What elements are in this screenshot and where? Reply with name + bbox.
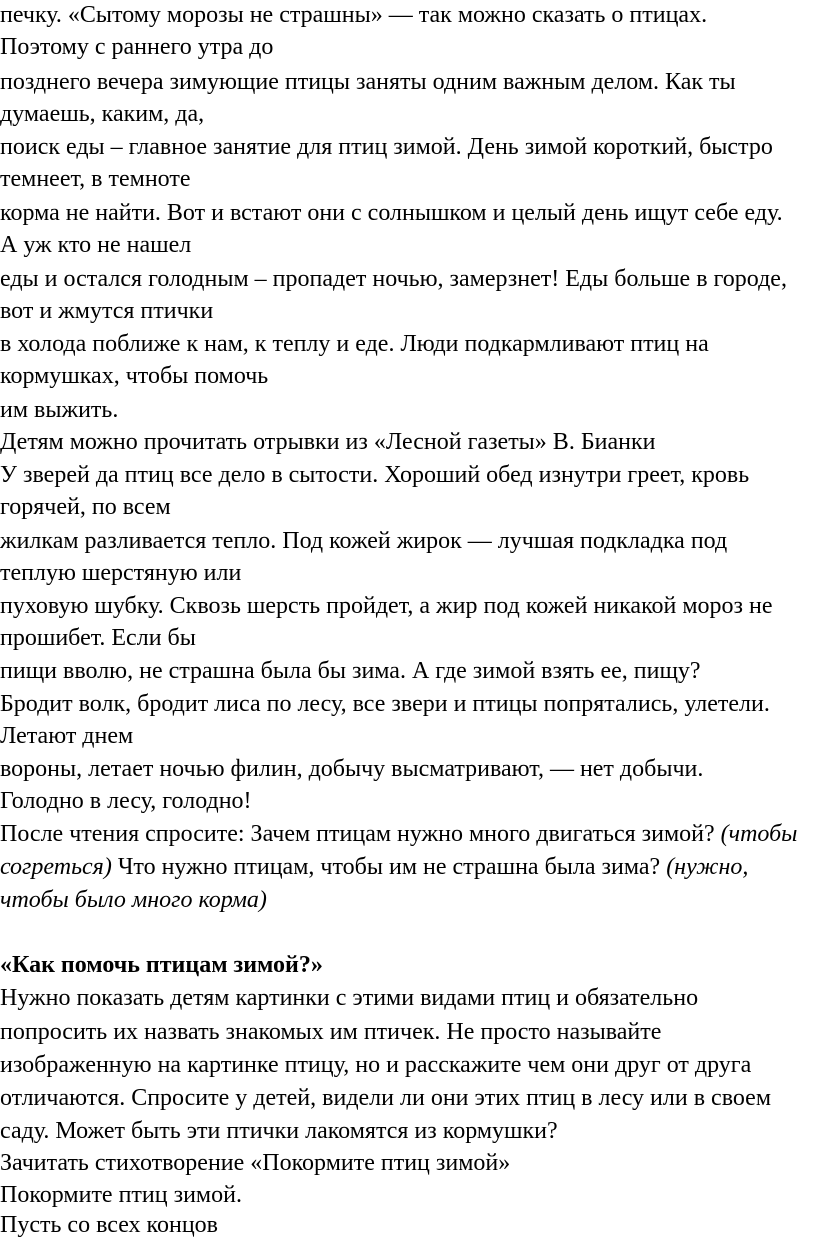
text-line: темнеет, в темноте bbox=[0, 166, 191, 192]
text-line: пуховую шубку. Сквозь шерсть пройдет, а жир под кожей никакой мороз не bbox=[0, 593, 773, 619]
text-line: Детям можно прочитать отрывки из «Лесной газеты» В. Бианки bbox=[0, 429, 656, 455]
text-line: в холода поближе к нам, к теплу и еде. Люди подкармливают птиц на bbox=[0, 331, 709, 357]
text-line: Голодно в лесу, голодно! bbox=[0, 788, 252, 814]
text-line: саду. Может быть эти птички лакомятся из кормушки? bbox=[0, 1118, 558, 1144]
text-line: Бродит волк, бродит лиса по лесу, все звери и птицы попрятались, улетели. bbox=[0, 691, 770, 717]
text-line: попросить их назвать знакомых им птичек. Не просто называйте bbox=[0, 1019, 662, 1045]
text-line: жилкам разливается тепло. Под кожей жирок — лучшая подкладка под bbox=[0, 528, 728, 554]
text-line: думаешь, каким, да, bbox=[0, 101, 205, 127]
answer-text: согреться) bbox=[0, 854, 112, 880]
question-line bbox=[0, 819, 797, 849]
text-line: корма не найти. Вот и встают они с солнышком и целый день ищут себе еду. bbox=[0, 200, 783, 226]
text-line: горячей, по всем bbox=[0, 494, 171, 520]
text-line: вот и жмутся птички bbox=[0, 298, 214, 324]
text-line: поиск еды – главное занятие для птиц зимой. День зимой короткий, быстро bbox=[0, 134, 773, 160]
text-line: Поэтому с раннего утра до bbox=[0, 34, 274, 60]
text-line: прошибет. Если бы bbox=[0, 625, 196, 651]
answer-text: (нужно, bbox=[666, 854, 749, 880]
answer-text: (чтобы bbox=[720, 821, 798, 847]
text-line: им выжить. bbox=[0, 397, 119, 423]
text-line: пищи вволю, не страшна была бы зима. А где зимой взять ее, пищу? bbox=[0, 658, 701, 684]
question-text: После чтения спросите: Зачем птицам нужно много двигаться зимой? bbox=[0, 821, 721, 847]
text-line: Покормите птиц зимой. bbox=[0, 1182, 242, 1208]
text-line: печку. «Сытому морозы не страшны» — так можно сказать о птицах. bbox=[0, 2, 708, 28]
text-line: Нужно показать детям картинки с этими видами птиц и обязательно bbox=[0, 985, 699, 1011]
text-line: теплую шерстяную или bbox=[0, 560, 242, 586]
answer-text: чтобы было много корма) bbox=[0, 887, 267, 913]
text-line: вороны, летает ночью филин, добычу высматривают, — нет добычи. bbox=[0, 756, 704, 782]
text-line: Пусть со всех концов bbox=[0, 1212, 219, 1238]
text-line: Зачитать стихотворение «Покормите птиц зимой» bbox=[0, 1150, 511, 1176]
text-line: позднего вечера зимующие птицы заняты одним важным делом. Как ты bbox=[0, 69, 736, 95]
question-line bbox=[0, 852, 748, 882]
question-line bbox=[0, 885, 267, 915]
text-line: А уж кто не нашел bbox=[0, 232, 192, 258]
text-line: кормушках, чтобы помочь bbox=[0, 363, 269, 389]
section-heading: «Как помочь птицам зимой?» bbox=[0, 952, 323, 978]
text-line: еды и остался голодным – пропадет ночью, замерзнет! Еды больше в городе, bbox=[0, 266, 787, 292]
text-line: Летают днем bbox=[0, 723, 134, 749]
text-line: У зверей да птиц все дело в сытости. Хороший обед изнутри греет, кровь bbox=[0, 462, 750, 488]
question-text: Что нужно птицам, чтобы им не страшна была зима? bbox=[111, 854, 667, 880]
text-line: изображенную на картинке птицу, но и расскажите чем они друг от друга bbox=[0, 1052, 752, 1078]
text-line: отличаются. Спросите у детей, видели ли они этих птиц в лесу или в своем bbox=[0, 1085, 771, 1111]
